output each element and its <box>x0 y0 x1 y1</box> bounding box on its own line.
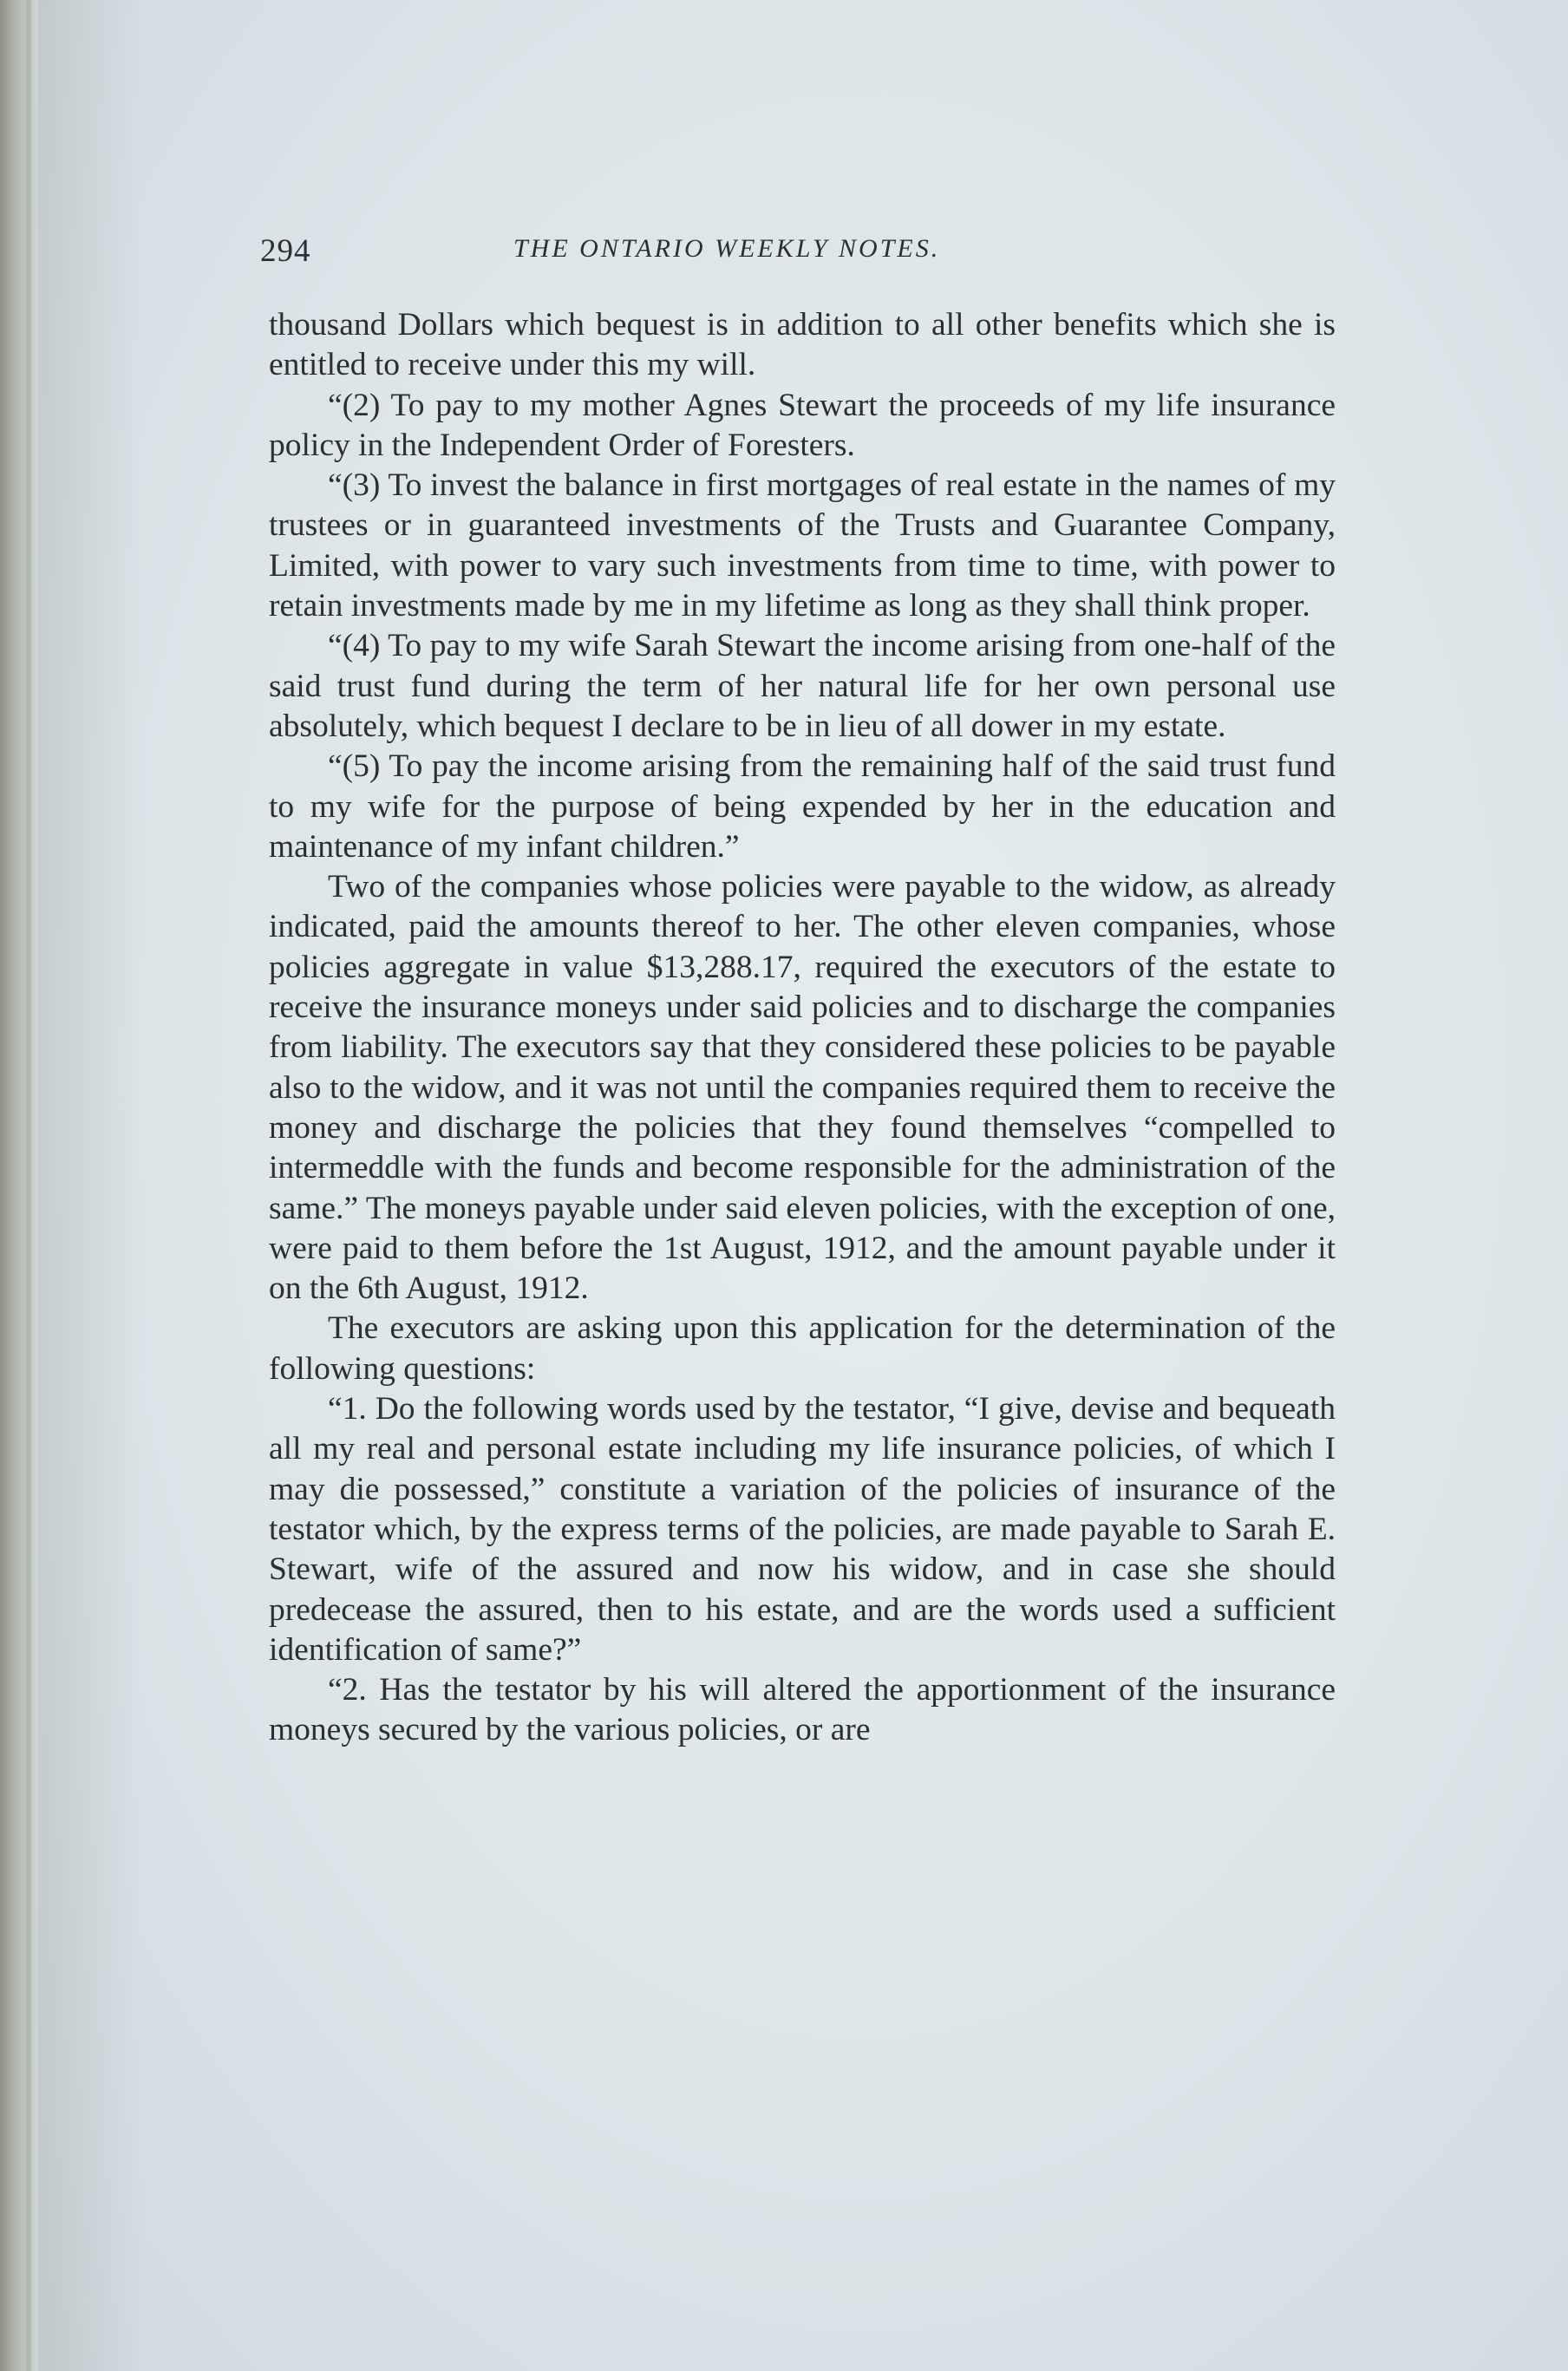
paragraph: “(2) To pay to my mother Agnes Stewart the proceeds of my life insurance policy in the Independent Order of Foresters. <box>269 387 1336 463</box>
paragraph: “1. Do the following words used by the testator, “I give, devise and bequeath all my real and personal estate including my life insurance policies, of which I may die possessed,” constitute a variation of the policies of insurance of the testator which, by the express terms of the policies, are made payable to Sarah E. Stewart, wife of the assured and now his widow, and in case she should predecease the assured, then to his estate, and are the words used a sufficient identification of same?” <box>269 1391 1336 1668</box>
running-title: THE ONTARIO WEEKLY NOTES. <box>513 234 941 263</box>
paragraph: The executors are asking upon this application for the determination of the following questions: <box>269 1310 1336 1387</box>
paragraph: thousand Dollars which bequest is in addition to all other benefits which she is entitled to receive under this my will. <box>269 307 1336 383</box>
paragraph: “2. Has the testator by his will altered the apportionment of the insurance moneys secured by the various policies, or are <box>269 1672 1336 1748</box>
paragraph: “(3) To invest the balance in first mortgages of real estate in the names of my trustees or in guaranteed investments of the Trusts and Guarantee Company, Limited, with power to vary such investments from time to time, with power to retain investments made by me in my lifetime as long as they shall think proper. <box>269 467 1336 624</box>
paragraph: “(4) To pay to my wife Sarah Stewart the income arising from one-half of the said trust fund during the term of her natural life for her own personal use absolutely, which bequest I declare to be in lieu of all dower in my estate. <box>269 628 1336 744</box>
body-text <box>269 305 1336 1751</box>
spine-edge <box>26 0 31 2371</box>
page-number: 294 <box>260 233 311 269</box>
book-spine <box>0 0 38 2371</box>
paragraph: Two of the companies whose policies were payable to the widow, as already indicated, paid the amounts thereof to her. The other eleven companies, whose policies aggregate in value $13,288.17, required the executors of the estate to receive the insurance moneys under said policies and to discharge the companies from liability. The executors say that they considered these policies to be payable also to the widow, and it was not until the companies required them to receive the money and discharge the policies that they found themselves “compelled to intermeddle with the funds and become responsible for the administration of the same.” The moneys payable under said eleven policies, with the exception of one, were paid to them before the 1st August, 1912, and the amount payable under it on the 6th August, 1912. <box>269 869 1336 1307</box>
gutter-shadow <box>38 0 142 2371</box>
paragraph: “(5) To pay the income arising from the remaining half of the said trust fund to my wife for the purpose of being expended by her in the education and maintenance of my infant children.” <box>269 748 1336 865</box>
page-header <box>260 227 1301 279</box>
